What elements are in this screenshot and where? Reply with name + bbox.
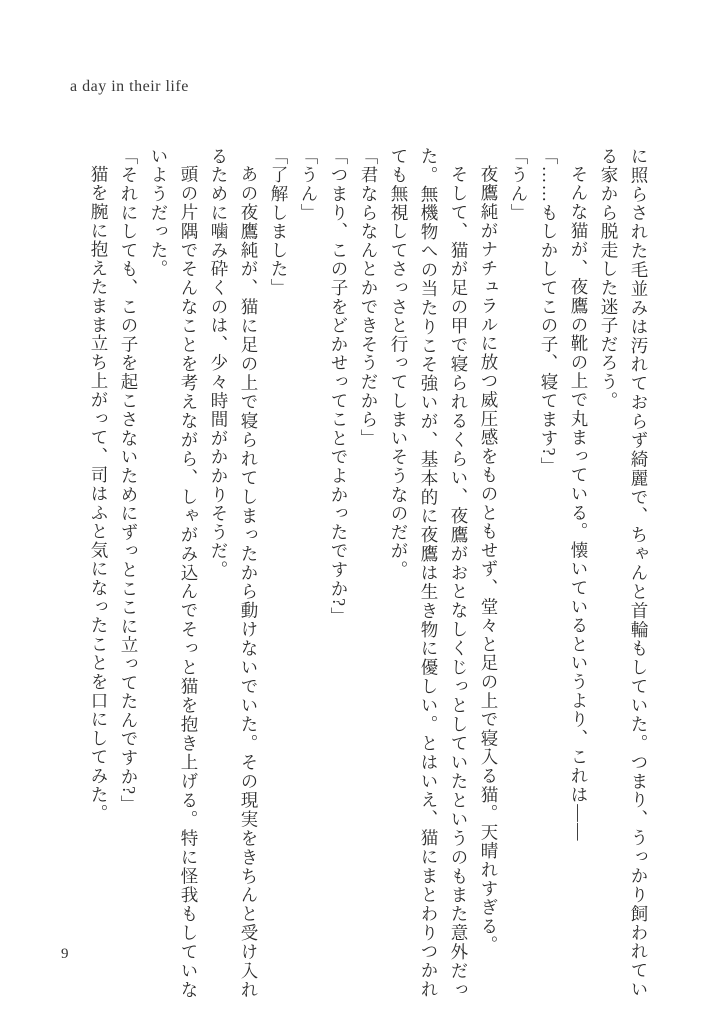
paragraph: 猫を腕に抱えたまま立ち上がって、司はふと気になったことを口にしてみた。: [89, 164, 109, 823]
body-text: [84, 147, 654, 999]
paragraph: 「つまり、この子をどかせってことでよかったですか?」: [329, 147, 349, 627]
paragraph: 夜鷹純がナチュラルに放つ威圧感をものともせず、堂々と足の上で寝入る猫。天晴れすぎる。: [479, 164, 499, 955]
paragraph: に照らされた毛並みは汚れておらず綺麗で、ちゃんと首輪もしていた。つまり、うっかり飼われている家から脱走した迷子だろう。: [599, 147, 649, 999]
paragraph: 「それにしても、この子を起こさないためにずっとここに立ってたんですか?」: [119, 147, 139, 815]
paragraph: 「了解しました」: [269, 147, 289, 298]
paragraph: そんな猫が、夜鷹の靴の上で丸まっている。懐いているというより、これは――: [569, 164, 589, 842]
paragraph: そして、猫が足の甲で寝られるくらい、夜鷹がおとなしくじっとしていたというのもまた意外だった。無機物への当たりこそ強いが、基本的に夜鷹は生き物に優しい。とはいえ、猫にまとわりつかれても無視してさっさと行ってしまいそうなのだが。: [389, 147, 469, 999]
paragraph: 「君ならなんとかできそうだから」: [359, 147, 379, 448]
paragraph: 「うん」: [509, 147, 529, 223]
running-head-title: a day in their life: [70, 78, 189, 95]
paragraph: 頭の片隅でそんなことを考えながら、しゃがみ込んでそっと猫を抱き上げる。特に怪我もしていないようだった。: [149, 147, 199, 999]
paragraph: あの夜鷹純が、猫に足の上で寝られてしまったから動けないでいた。その現実をきちんと受け入れるために噛み砕くのは、少々時間がかかりそうだ。: [209, 147, 259, 999]
paragraph: 「うん」: [299, 147, 319, 223]
paragraph: 「……もしかしてこの子、寝てます?」: [539, 147, 559, 476]
page-number: 9: [61, 946, 69, 962]
